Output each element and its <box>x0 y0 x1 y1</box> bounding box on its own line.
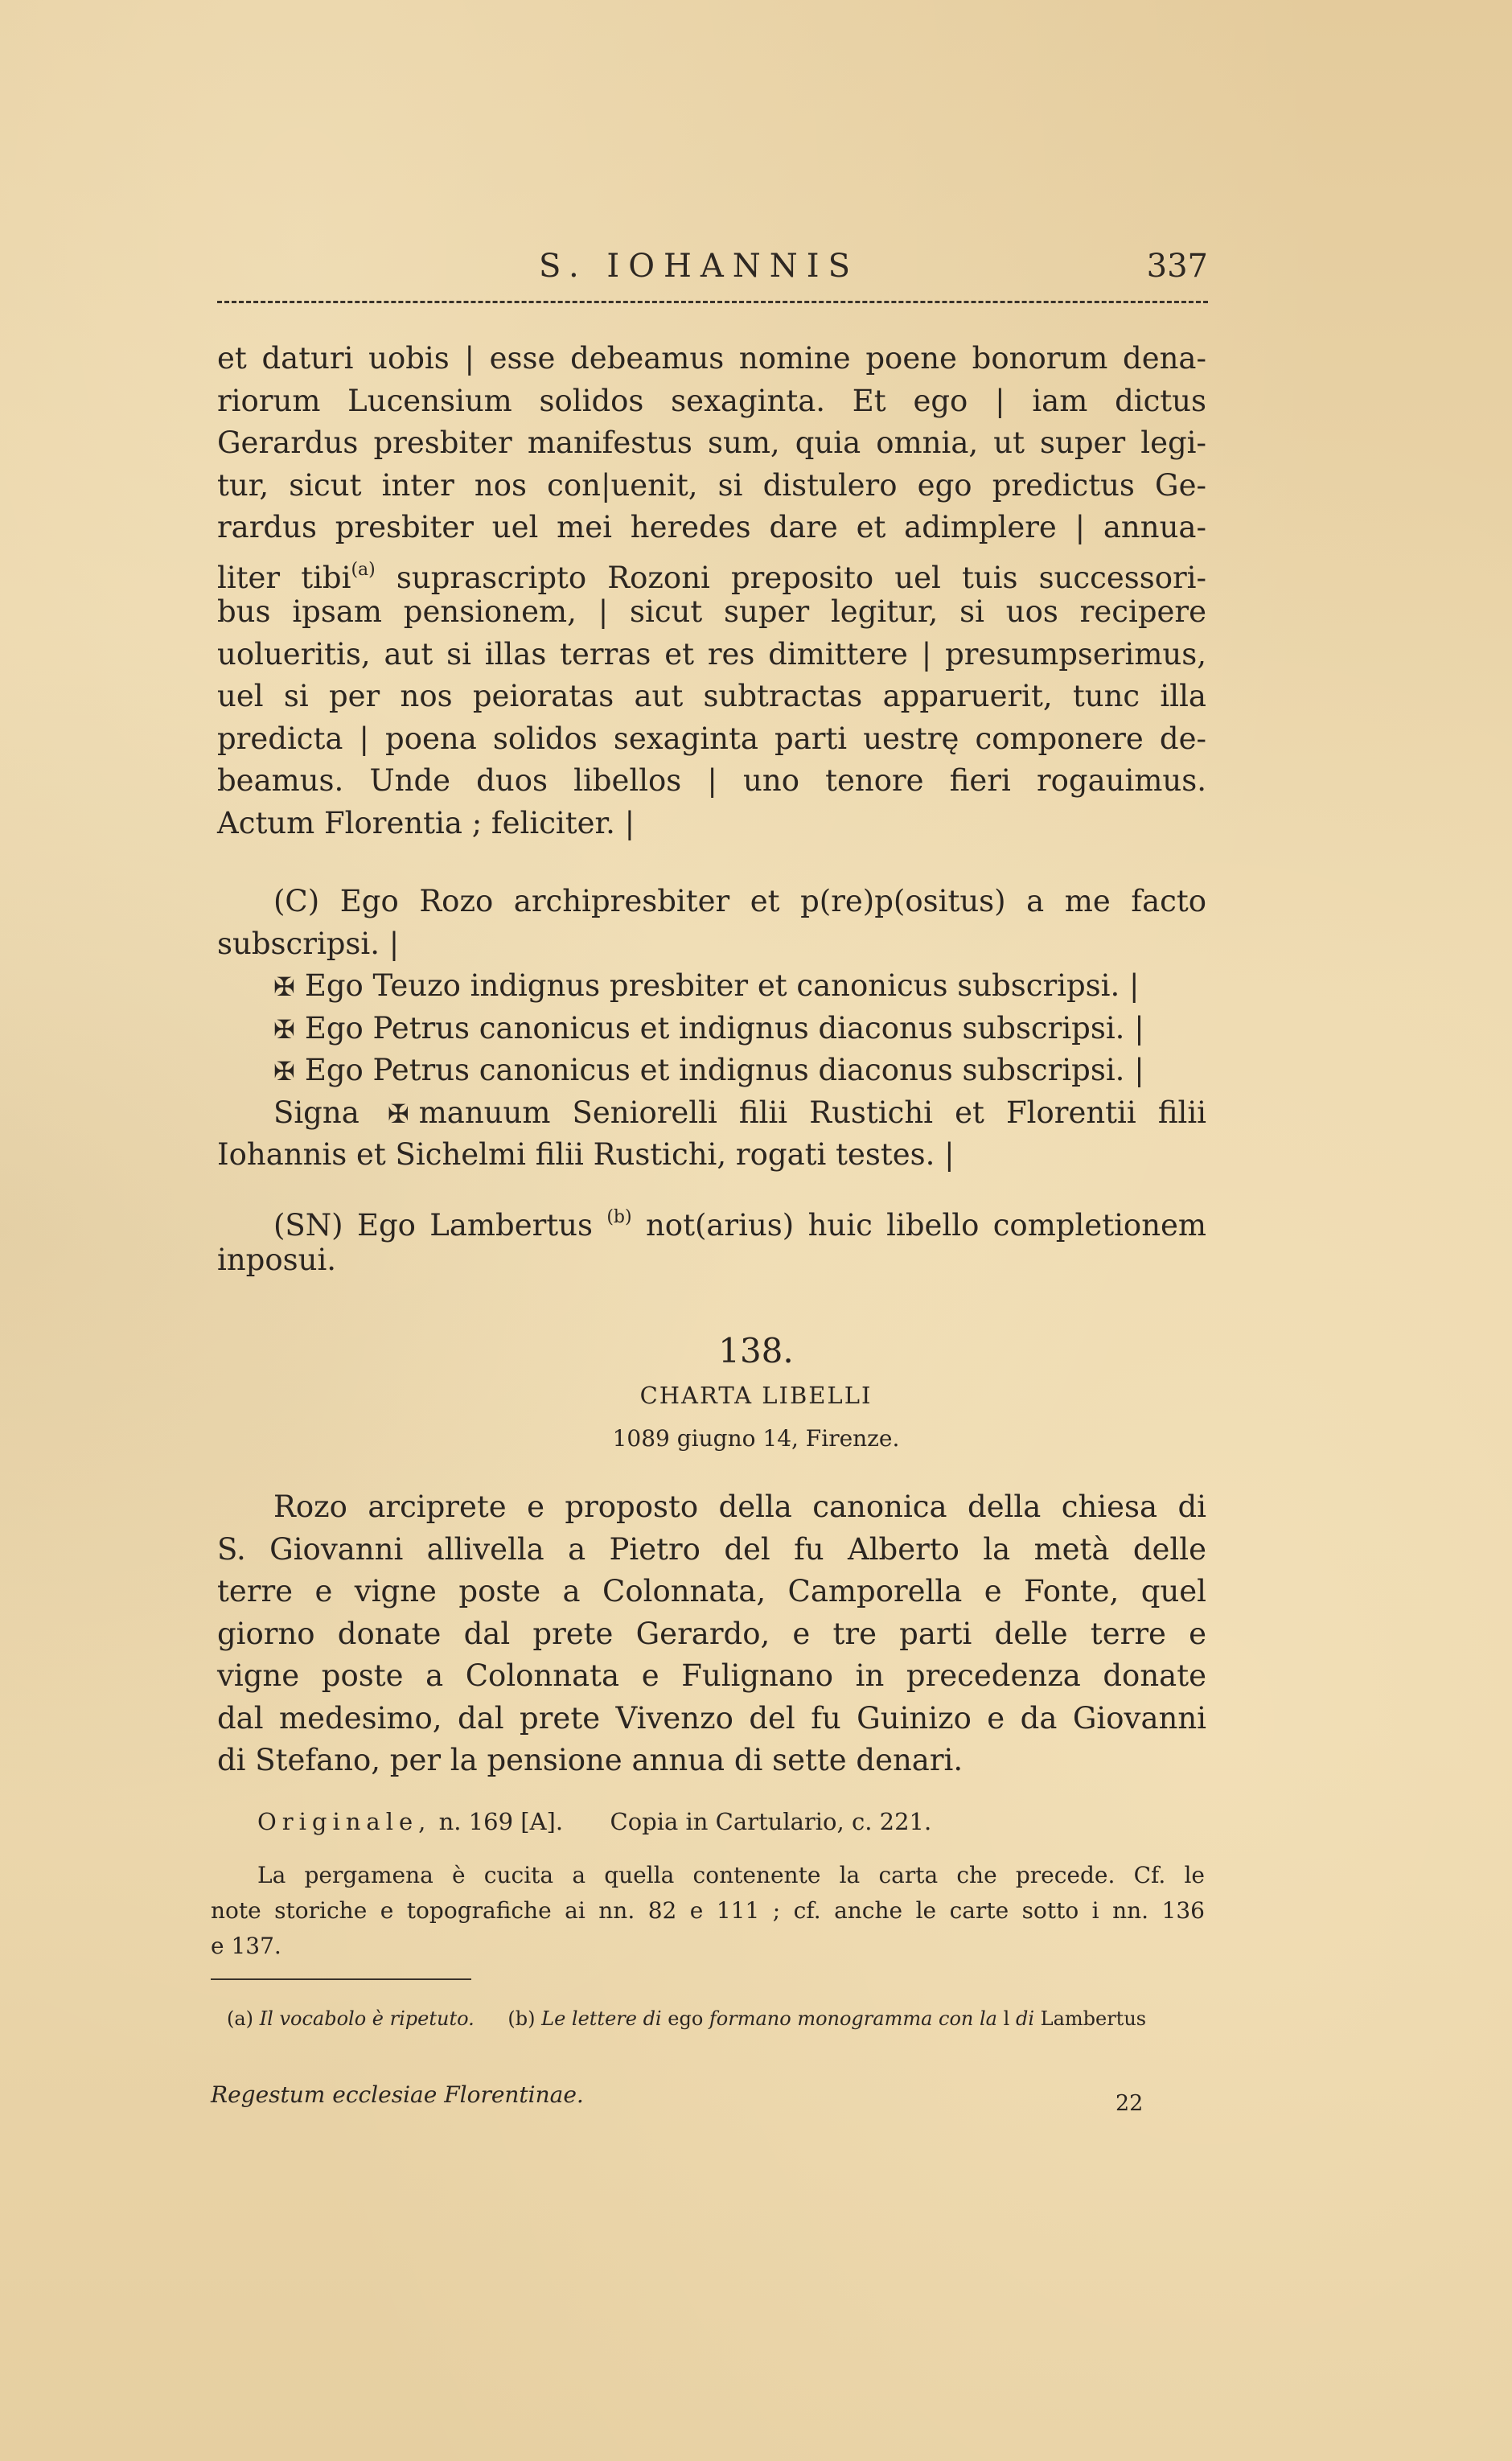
rozo-subscription: (C) Ego Rozo archipresbiter et p(re)p(ositus) a me facto <box>273 884 1206 918</box>
subscriptions <box>217 881 1206 1177</box>
note-line: note storiche e topografiche ai nn. 82 e 111 ; cf. anche le carte sotto i nn. 136 <box>211 1897 1205 1924</box>
running-title: S. IOHANNIS <box>539 248 859 285</box>
editorial-note <box>211 1858 1205 1964</box>
original-ref: n. 169 [A]. <box>438 1808 564 1835</box>
text-line <box>217 549 1207 595</box>
footnote-ref-b: (b) <box>606 1207 632 1227</box>
text-line: tur, sicut inter nos con|uenit, si distulero ego predictus Ge- <box>217 467 1206 503</box>
signer-line: ✠ Ego Petrus canonicus et indignus diaconus subscripsi. | <box>217 1008 1206 1050</box>
witness-line-cont: Iohannis et Sichelmi filii Rustichi, rogati testes. | <box>217 1137 955 1172</box>
text-line: beamus. Unde duos libellos | uno tenore fieri rogauimus. <box>217 763 1206 798</box>
header-rule <box>217 301 1208 303</box>
running-head <box>217 248 1208 296</box>
cross-icon: ✠ <box>273 972 295 1002</box>
text-line: riorum Lucensium solidos sexaginta. Et ego | iam dictus <box>217 383 1206 418</box>
signer-line: ✠ Ego Teuzo indignus presbiter et canonicus subscripsi. | <box>217 965 1206 1008</box>
signature-mark: 22 <box>1116 2091 1144 2116</box>
text-line: et daturi uobis | esse debeamus nomine poene bonorum dena- <box>217 341 1206 376</box>
book-title-footer: Regestum ecclesiae Florentinae. <box>211 2081 584 2108</box>
text-fragment: liter tibi <box>217 560 351 595</box>
copy-ref: Copia in Cartulario, c. 221. <box>610 1808 932 1835</box>
cross-icon: ✠ <box>273 1056 295 1087</box>
text-fragment: suprascripto Rozoni preposito uel tuis successori- <box>396 560 1207 595</box>
cross-icon: ✠ <box>273 1013 295 1045</box>
text-line: bus ipsam pensionem, | sicut super legitur, si uos recipere <box>217 594 1206 629</box>
notary-line-cont: inposui. <box>217 1242 337 1277</box>
footnote-ref-a: (a) <box>351 559 376 580</box>
notary-completion <box>217 1197 1206 1281</box>
document-summary <box>217 1486 1206 1782</box>
note-line: e 137. <box>211 1933 281 1959</box>
original-label: Originale, <box>257 1808 432 1835</box>
summary-line: giorno donate dal prete Gerardo, e tre parti delle terre e <box>217 1616 1206 1651</box>
footnote-rule <box>211 1978 471 1980</box>
page-number: 337 <box>1146 248 1208 285</box>
cross-icon: ✠ <box>387 1098 409 1129</box>
document-date: 1089 giugno 14, Firenze. <box>612 1425 900 1452</box>
signer-line: ✠ Ego Petrus canonicus et indignus diaconus subscripsi. | <box>217 1050 1206 1092</box>
witness-line: Signa ✠ manuum Seniorelli filii Rustichi et Florentii filii <box>217 1092 1206 1135</box>
rozo-subscription-cont: subscripsi. | <box>217 926 400 961</box>
charter-text-continued <box>217 338 1206 844</box>
text-line: Actum Florentia ; feliciter. | <box>217 805 635 840</box>
summary-line: di Stefano, per la pensione annua di sette denari. <box>217 1743 963 1777</box>
text-line: uolueritis, aut si illas terras et res dimittere | presumpserimus, <box>217 636 1206 672</box>
notary-line: (SN) Ego Lambertus $^{(b)}$ not(arius) huic libello completionem <box>273 1207 1207 1243</box>
note-line: La pergamena è cucita a quella contenente la carta che precede. Cf. le <box>257 1862 1205 1888</box>
summary-line: Rozo arciprete e proposto della canonica della chiesa di <box>273 1489 1206 1524</box>
footnote-b: (b) Le lettere di ego formano monogramma con la l di Lambertus <box>507 2007 1147 2030</box>
text-line: Gerardus presbiter manifestus sum, quia omnia, ut super legi- <box>217 425 1206 460</box>
text-line: rardus presbiter uel mei heredes dare et adimplere | annua- <box>217 510 1206 544</box>
archival-sources <box>257 1808 931 1835</box>
summary-line: dal medesimo, dal prete Vivenzo del fu Guinizo e da Giovanni <box>217 1700 1206 1736</box>
footnotes <box>227 2007 1208 2030</box>
text-line: uel si per nos peioratas aut subtractas apparuerit, tunc illa <box>217 679 1206 713</box>
document-type: CHARTA LIBELLI <box>639 1382 873 1409</box>
footnote-a: (a) Il vocabolo è ripetuto. <box>227 2007 475 2030</box>
document-number: 138. <box>718 1331 794 1370</box>
summary-line: terre e vigne poste a Colonnata, Camporella e Fonte, quel <box>217 1574 1206 1608</box>
summary-line: vigne poste a Colonnata e Fulignano in precedenza donate <box>217 1658 1206 1693</box>
summary-line: S. Giovanni allivella a Pietro del fu Alberto la metà delle <box>217 1531 1206 1567</box>
text-line: predicta | poena solidos sexaginta parti uestrę componere de- <box>217 721 1206 756</box>
